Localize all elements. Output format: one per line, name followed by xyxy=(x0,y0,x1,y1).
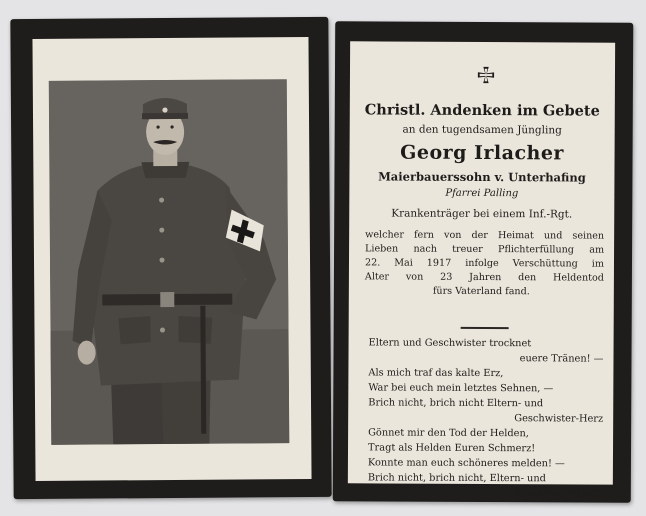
bio-line: 22. Mai 1917 infolge Verschüttung im xyxy=(364,257,605,270)
poem-line: Geschwister-Herz xyxy=(514,413,604,425)
poem-line: Tragt als Helden Euren Schmerz! xyxy=(367,442,536,455)
bio-line: fürs Vaterland fand. xyxy=(432,285,530,298)
memorial-text xyxy=(348,41,615,499)
bio-line: Lieben nach treuer Pflichterfüllung am xyxy=(365,243,605,256)
deceased-name: Georg Irlacher xyxy=(400,141,565,165)
iron-cross-icon xyxy=(477,66,495,84)
parish-line: Pfarrei Palling xyxy=(445,187,519,200)
poem-line: Als mich traf das kalte Erz, xyxy=(368,367,504,380)
poem-line: Konnte man euch schöneres melden! — xyxy=(367,457,565,470)
poem-line: Eltern und Geschwister trocknet xyxy=(368,337,532,350)
bio-line: Alter von 23 Jahren den Heldentod xyxy=(364,271,604,284)
poem-line: Brich nicht, brich nicht Eltern- und xyxy=(368,397,544,410)
heading: Christl. Andenken im Gebete xyxy=(364,101,600,120)
poem-line: Brich nicht, brich nicht, Eltern- und xyxy=(367,472,546,485)
divider xyxy=(461,327,509,329)
poem-line: Geschwister-Herz. xyxy=(514,487,603,499)
role-line: Krankenträger bei einem Inf.-Rgt. xyxy=(391,207,573,221)
deceased-title: Maierbauerssohn v. Unterhafing xyxy=(378,169,586,185)
memorial-card-right-panel xyxy=(333,21,634,503)
right-paper xyxy=(348,41,615,499)
poem-line: Gönnet mir den Tod der Helden, xyxy=(368,427,529,440)
left-paper xyxy=(32,37,311,481)
poem-line: euere Tränen! — xyxy=(519,353,604,365)
bio-line: welcher fern von der Heimat und seinen xyxy=(365,229,605,242)
poem-line: War bei euch mein letztes Sehnen, — xyxy=(368,382,554,395)
soldier-portrait-photo xyxy=(49,79,290,445)
intro-line: an den tugendsamen Jüngling xyxy=(402,123,562,137)
memorial-card-left-panel xyxy=(10,17,331,499)
